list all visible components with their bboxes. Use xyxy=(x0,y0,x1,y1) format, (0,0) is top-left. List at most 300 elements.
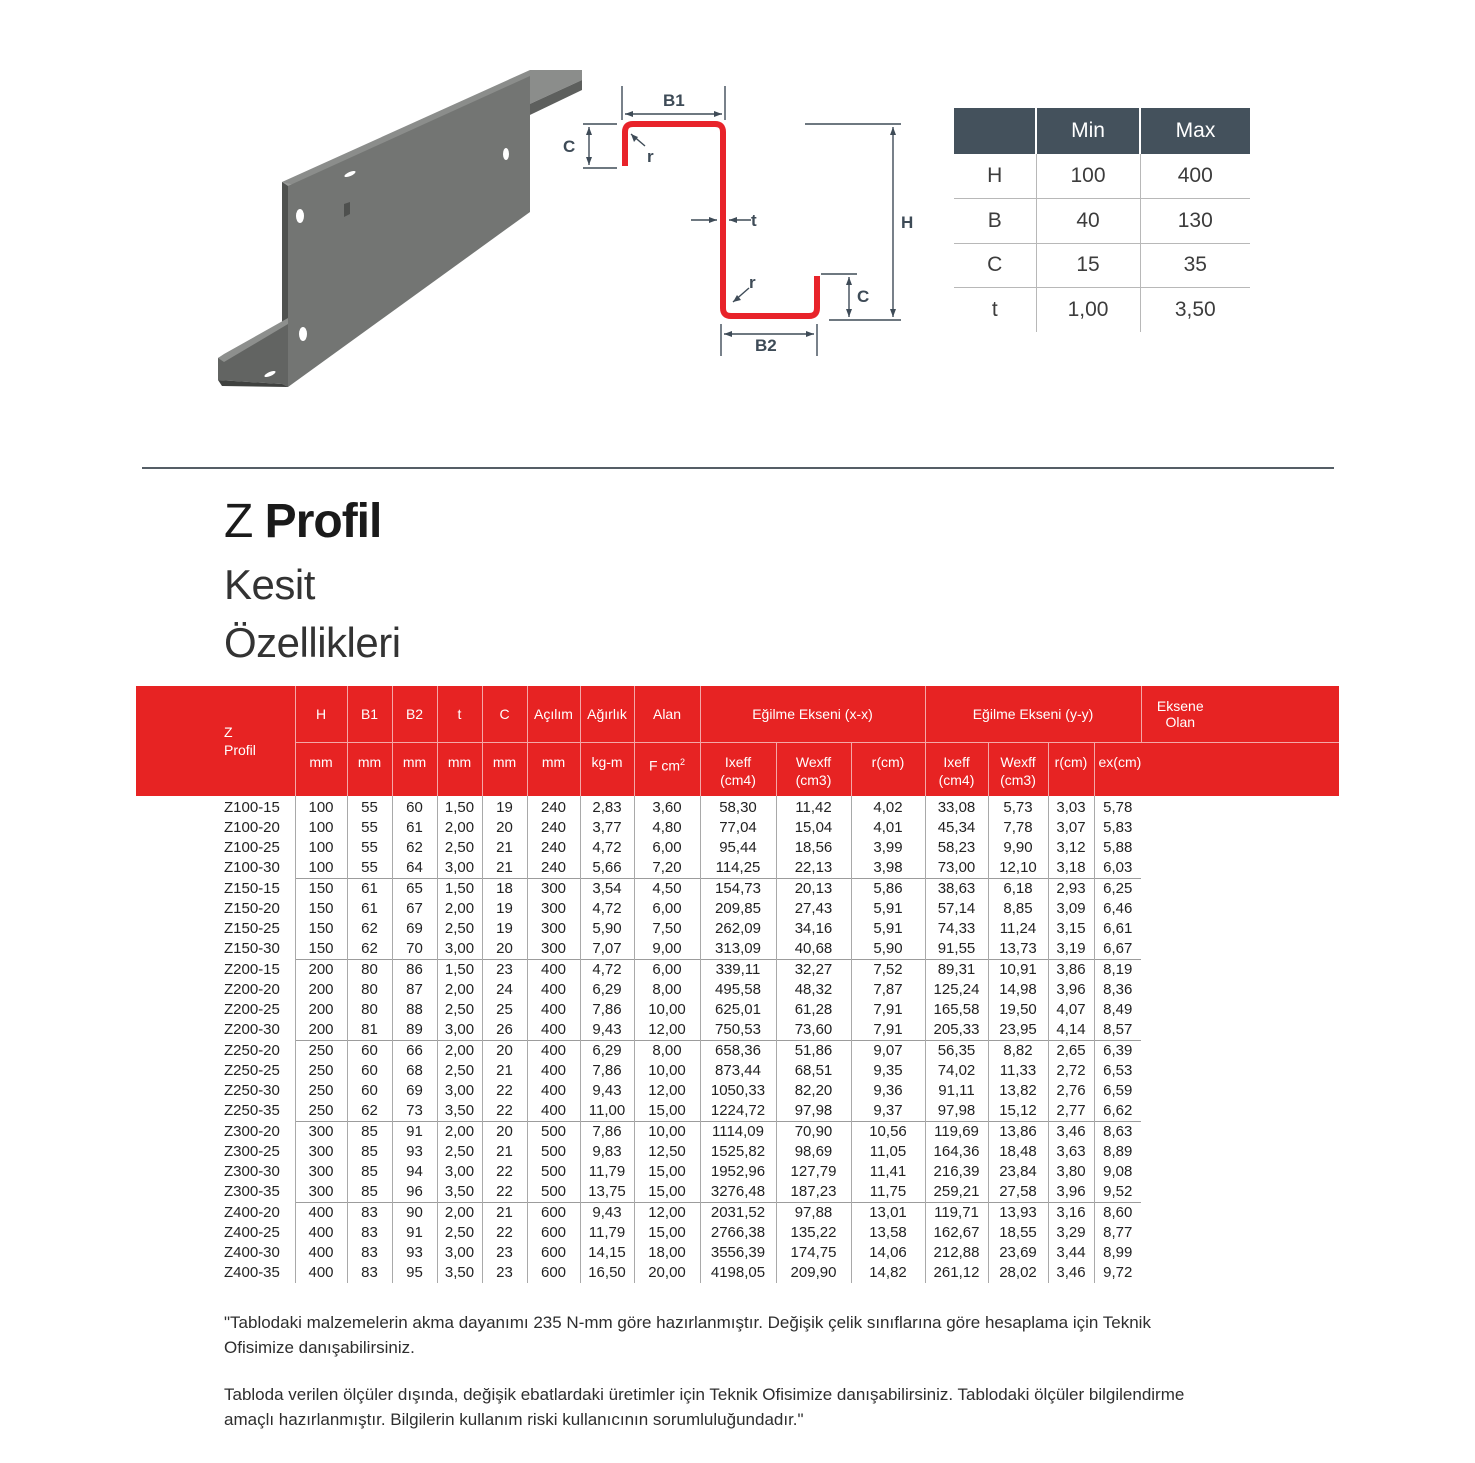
cell-alan: 4,80 xyxy=(634,818,700,838)
range-min: 100 xyxy=(1036,154,1140,199)
unit-r-x: r(cm) xyxy=(851,742,925,796)
cell-agirlik: 9,43 xyxy=(580,1081,634,1101)
cell-ixeff-x: 625,01 xyxy=(700,1000,776,1020)
cell-r-y: 3,44 xyxy=(1048,1243,1094,1263)
cell-padding xyxy=(1141,1182,1219,1203)
cell-c: 21 xyxy=(482,1142,527,1162)
cell-padding xyxy=(1219,960,1339,981)
cell-ex: 6,67 xyxy=(1094,939,1141,960)
table-row xyxy=(136,1162,1339,1182)
cell-ex: 6,39 xyxy=(1094,1041,1141,1062)
cell-c: 20 xyxy=(482,818,527,838)
cell-r-x: 11,05 xyxy=(851,1142,925,1162)
cell-padding xyxy=(1141,1122,1219,1143)
cell-profile: Z250-20 xyxy=(224,1041,280,1059)
cell-h: 300 xyxy=(295,1162,347,1182)
cell-b1: 80 xyxy=(347,980,392,1000)
cell-profile: Z200-15 xyxy=(224,960,280,978)
column-header-egilme-yy: Eğilme Ekseni (y-y) xyxy=(925,686,1141,742)
cell-ixeff-x: 658,36 xyxy=(700,1041,776,1062)
cell-c: 23 xyxy=(482,1263,527,1283)
cell-profile: Z100-25 xyxy=(224,839,280,856)
cell-wexff-y: 13,82 xyxy=(988,1081,1048,1101)
cell-ixeff-y: 119,69 xyxy=(925,1122,988,1143)
cell-c: 22 xyxy=(482,1101,527,1122)
cell-ex: 8,49 xyxy=(1094,1000,1141,1020)
cell-ixeff-y: 58,23 xyxy=(925,838,988,858)
cell-b2: 93 xyxy=(392,1243,437,1263)
cell-ex: 6,25 xyxy=(1094,879,1141,900)
unit-ixeff-x-line2: (cm4) xyxy=(720,771,756,788)
cell-ixeff-y: 74,33 xyxy=(925,919,988,939)
cell-ixeff-y: 73,00 xyxy=(925,858,988,879)
cell-wexff-y: 23,95 xyxy=(988,1020,1048,1041)
table-row xyxy=(136,960,1339,981)
cell-padding xyxy=(1141,1020,1219,1041)
cell-ixeff-x: 313,09 xyxy=(700,939,776,960)
cell-wexff-y: 15,12 xyxy=(988,1101,1048,1122)
range-min: 15 xyxy=(1036,243,1140,288)
dimension-label-r-bottom: r xyxy=(749,273,756,292)
cell-c: 21 xyxy=(482,1061,527,1081)
cell-b1: 55 xyxy=(347,796,392,818)
range-label: H xyxy=(987,164,1003,187)
unit-acilim: mm xyxy=(527,742,580,796)
cell-ixeff-y: 56,35 xyxy=(925,1041,988,1062)
cell-r-y: 3,63 xyxy=(1048,1142,1094,1162)
cell-c: 19 xyxy=(482,899,527,919)
cell-agirlik: 4,72 xyxy=(580,838,634,858)
cell-alan: 6,00 xyxy=(634,899,700,919)
cell-profile: Z150-25 xyxy=(224,920,280,937)
range-label: t xyxy=(954,288,1036,333)
cell-padding xyxy=(1219,838,1339,858)
cell-alan: 4,50 xyxy=(634,879,700,900)
table-row xyxy=(136,796,1339,818)
cell-h: 400 xyxy=(295,1243,347,1263)
cell-b2: 65 xyxy=(392,879,437,900)
cell-wexff-y: 13,93 xyxy=(988,1203,1048,1224)
cell-ixeff-x: 114,25 xyxy=(700,858,776,879)
cell-alan: 10,00 xyxy=(634,1122,700,1143)
cell-padding xyxy=(1219,879,1339,900)
column-header-c: C xyxy=(482,686,527,742)
cell-r-x: 13,58 xyxy=(851,1223,925,1243)
cell-r-y: 2,65 xyxy=(1048,1041,1094,1062)
cell-ex: 6,62 xyxy=(1094,1101,1141,1122)
cell-ixeff-x: 58,30 xyxy=(700,796,776,818)
cell-acilim: 600 xyxy=(527,1263,580,1283)
cell-b1: 83 xyxy=(347,1203,392,1224)
table-row xyxy=(136,818,1339,838)
cell-padding xyxy=(1219,1020,1339,1041)
column-header-acilim: Açılım xyxy=(527,686,580,742)
cell-wexff-x: 22,13 xyxy=(776,858,851,879)
table-row xyxy=(136,879,1339,900)
dimension-label-c-bottom: C xyxy=(857,287,870,306)
cell-padding xyxy=(1141,919,1219,939)
cell-r-y: 4,07 xyxy=(1048,1000,1094,1020)
cell-r-x: 10,56 xyxy=(851,1122,925,1143)
cell-padding xyxy=(1141,980,1219,1000)
column-header-t: t xyxy=(437,686,482,742)
cell-b2: 93 xyxy=(392,1142,437,1162)
cell-t: 2,00 xyxy=(437,1203,482,1224)
cell-acilim: 400 xyxy=(527,1081,580,1101)
column-header-alan: Alan xyxy=(634,686,700,742)
cell-h: 100 xyxy=(295,818,347,838)
note-disclaimer: Tabloda verilen ölçüler dışında, değişik ebatlardaki üretimler için Teknik Ofisimize danışabilirsiniz. Tablodaki ölçüler bilgilendirme amaçlı hazırlanmıştır. Bilgilerin kullanım riski kullanıcının sorumluluğundadır." xyxy=(224,1385,1185,1429)
cell-ex: 6,46 xyxy=(1094,899,1141,919)
cell-r-y: 3,46 xyxy=(1048,1122,1094,1143)
cell-alan: 6,00 xyxy=(634,960,700,981)
z-section-drawing xyxy=(545,80,940,365)
cell-c: 20 xyxy=(482,939,527,960)
cell-h: 400 xyxy=(295,1223,347,1243)
cell-c: 20 xyxy=(482,1122,527,1143)
cell-r-y: 3,12 xyxy=(1048,838,1094,858)
cell-padding xyxy=(1219,1122,1339,1143)
cell-profile: Z150-20 xyxy=(224,900,280,917)
title-bold: Profil xyxy=(264,495,382,548)
cell-h: 300 xyxy=(295,1122,347,1143)
subtitle-line-2: Özellikleri xyxy=(224,619,401,666)
cell-ex: 5,78 xyxy=(1094,796,1141,818)
cell-ixeff-y: 125,24 xyxy=(925,980,988,1000)
cell-acilim: 240 xyxy=(527,858,580,879)
cell-acilim: 300 xyxy=(527,919,580,939)
cell-h: 300 xyxy=(295,1142,347,1162)
cell-r-x: 5,86 xyxy=(851,879,925,900)
cell-wexff-x: 32,27 xyxy=(776,960,851,981)
cell-padding xyxy=(1219,939,1339,960)
cell-wexff-y: 27,58 xyxy=(988,1182,1048,1203)
cell-wexff-y: 18,55 xyxy=(988,1223,1048,1243)
subtitle-line-1: Kesit xyxy=(224,561,315,608)
table-row xyxy=(136,858,1339,879)
cell-ex: 9,72 xyxy=(1094,1263,1141,1283)
cell-acilim: 300 xyxy=(527,899,580,919)
cell-acilim: 240 xyxy=(527,838,580,858)
cell-agirlik: 7,86 xyxy=(580,1122,634,1143)
profile-header-line1: Z xyxy=(224,724,233,740)
table-row xyxy=(136,1223,1339,1243)
unit-r-y: r(cm) xyxy=(1048,742,1094,796)
cell-agirlik: 6,29 xyxy=(580,1041,634,1062)
cell-b1: 55 xyxy=(347,818,392,838)
range-header-min: Min xyxy=(1036,108,1140,154)
column-header-profile xyxy=(136,686,295,796)
cell-r-x: 14,82 xyxy=(851,1263,925,1283)
cell-b2: 69 xyxy=(392,919,437,939)
cell-agirlik: 13,75 xyxy=(580,1182,634,1203)
cell-wexff-y: 14,98 xyxy=(988,980,1048,1000)
unit-b1: mm xyxy=(347,742,392,796)
cell-padding xyxy=(1141,1203,1219,1224)
cell-r-y: 3,09 xyxy=(1048,899,1094,919)
cell-r-y: 3,29 xyxy=(1048,1223,1094,1243)
cell-alan: 12,00 xyxy=(634,1203,700,1224)
z-section-profile-line xyxy=(625,124,817,316)
cell-agirlik: 11,79 xyxy=(580,1162,634,1182)
cell-profile: Z250-30 xyxy=(224,1082,280,1099)
cell-wexff-y: 11,33 xyxy=(988,1061,1048,1081)
cell-c: 21 xyxy=(482,1203,527,1224)
table-row xyxy=(136,1061,1339,1081)
unit-wexff-y-line2: (cm3) xyxy=(1000,771,1036,788)
cell-h: 100 xyxy=(295,838,347,858)
cell-ex: 9,52 xyxy=(1094,1182,1141,1203)
profile-header-line2: Profil xyxy=(224,742,256,758)
range-label: C xyxy=(954,243,1036,288)
page-title xyxy=(224,494,381,550)
cell-ex: 5,83 xyxy=(1094,818,1141,838)
cell-acilim: 400 xyxy=(527,1020,580,1041)
table-row xyxy=(136,919,1339,939)
cell-padding xyxy=(1141,1081,1219,1101)
cell-padding xyxy=(1219,796,1339,818)
cell-wexff-x: 97,88 xyxy=(776,1203,851,1224)
cell-wexff-x: 27,43 xyxy=(776,899,851,919)
cell-ixeff-x: 873,44 xyxy=(700,1061,776,1081)
cell-h: 250 xyxy=(295,1061,347,1081)
cell-t: 2,00 xyxy=(437,1122,482,1143)
unit-ixeff-x xyxy=(700,742,776,796)
cell-padding xyxy=(1141,1061,1219,1081)
cell-wexff-x: 174,75 xyxy=(776,1243,851,1263)
cell-acilim: 400 xyxy=(527,1041,580,1062)
column-header-egilme-xx: Eğilme Ekseni (x-x) xyxy=(700,686,925,742)
cell-wexff-x: 18,56 xyxy=(776,838,851,858)
cell-alan: 7,50 xyxy=(634,919,700,939)
cell-padding xyxy=(1141,1142,1219,1162)
cell-ixeff-x: 4198,05 xyxy=(700,1263,776,1283)
cell-b1: 83 xyxy=(347,1223,392,1243)
cell-profile: Z100-30 xyxy=(224,859,280,877)
cell-b1: 85 xyxy=(347,1122,392,1143)
unit-wexff-y-line1: Wexff xyxy=(1000,753,1036,770)
cell-ixeff-y: 91,55 xyxy=(925,939,988,960)
cell-profile: Z150-15 xyxy=(224,879,280,897)
cell-r-x: 7,87 xyxy=(851,980,925,1000)
cell-h: 100 xyxy=(295,858,347,879)
cell-b1: 60 xyxy=(347,1081,392,1101)
cell-ex: 8,99 xyxy=(1094,1243,1141,1263)
cell-acilim: 500 xyxy=(527,1122,580,1143)
column-header-eksene-olan: Eksene Olan xyxy=(1141,686,1219,742)
cell-r-x: 11,41 xyxy=(851,1162,925,1182)
cell-r-x: 9,36 xyxy=(851,1081,925,1101)
cell-alan: 12,00 xyxy=(634,1020,700,1041)
cell-t: 3,00 xyxy=(437,858,482,879)
cell-agirlik: 4,72 xyxy=(580,899,634,919)
cell-alan: 9,00 xyxy=(634,939,700,960)
cell-ixeff-y: 165,58 xyxy=(925,1000,988,1020)
cell-b1: 61 xyxy=(347,899,392,919)
cell-alan: 10,00 xyxy=(634,1061,700,1081)
range-max: 35 xyxy=(1140,243,1250,288)
dimension-label-t: t xyxy=(751,211,757,230)
cell-b1: 83 xyxy=(347,1243,392,1263)
cell-r-x: 14,06 xyxy=(851,1243,925,1263)
table-body xyxy=(136,796,1339,1283)
cell-c: 25 xyxy=(482,1000,527,1020)
cell-r-y: 3,80 xyxy=(1048,1162,1094,1182)
cell-ixeff-x: 1114,09 xyxy=(700,1122,776,1143)
table-row xyxy=(136,838,1339,858)
cell-wexff-x: 61,28 xyxy=(776,1000,851,1020)
cell-r-x: 5,91 xyxy=(851,919,925,939)
column-header-b1: B1 xyxy=(347,686,392,742)
cell-padding xyxy=(1219,1101,1339,1122)
cell-acilim: 300 xyxy=(527,939,580,960)
cell-alan: 15,00 xyxy=(634,1101,700,1122)
cell-padding xyxy=(1141,1263,1219,1283)
cell-padding xyxy=(1141,858,1219,879)
cell-alan: 12,00 xyxy=(634,1081,700,1101)
cell-t: 2,50 xyxy=(437,1061,482,1081)
cell-b1: 62 xyxy=(347,1101,392,1122)
cell-wexff-y: 8,82 xyxy=(988,1041,1048,1062)
cell-b1: 80 xyxy=(347,960,392,981)
cell-wexff-x: 127,79 xyxy=(776,1162,851,1182)
cell-r-y: 2,93 xyxy=(1048,879,1094,900)
cell-wexff-x: 187,23 xyxy=(776,1182,851,1203)
cell-ixeff-y: 74,02 xyxy=(925,1061,988,1081)
cell-r-x: 5,91 xyxy=(851,899,925,919)
cell-profile: Z400-20 xyxy=(224,1203,280,1221)
cell-wexff-x: 48,32 xyxy=(776,980,851,1000)
dimension-label-r-top: r xyxy=(647,147,654,166)
cell-acilim: 400 xyxy=(527,1101,580,1122)
cell-agirlik: 7,07 xyxy=(580,939,634,960)
cell-agirlik: 2,83 xyxy=(580,796,634,818)
cell-ixeff-y: 45,34 xyxy=(925,818,988,838)
table-row xyxy=(136,1203,1339,1224)
cell-b2: 68 xyxy=(392,1061,437,1081)
cell-t: 2,00 xyxy=(437,818,482,838)
cell-acilim: 240 xyxy=(527,796,580,818)
range-max: 3,50 xyxy=(1140,288,1250,333)
cell-acilim: 400 xyxy=(527,1061,580,1081)
cell-b2: 73 xyxy=(392,1101,437,1122)
cell-padding xyxy=(1141,1243,1219,1263)
cell-b1: 62 xyxy=(347,939,392,960)
cell-t: 1,50 xyxy=(437,960,482,981)
cell-r-x: 7,91 xyxy=(851,1000,925,1020)
cell-ex: 8,77 xyxy=(1094,1223,1141,1243)
cell-padding xyxy=(1219,1182,1339,1203)
cell-profile: Z300-30 xyxy=(224,1163,280,1180)
cell-ixeff-x: 262,09 xyxy=(700,919,776,939)
cell-h: 150 xyxy=(295,939,347,960)
cell-ex: 6,03 xyxy=(1094,858,1141,879)
cell-c: 22 xyxy=(482,1223,527,1243)
cell-r-y: 3,03 xyxy=(1048,796,1094,818)
cell-r-x: 5,90 xyxy=(851,939,925,960)
range-max: 400 xyxy=(1140,154,1250,199)
cell-r-y: 3,86 xyxy=(1048,960,1094,981)
cell-wexff-y: 9,90 xyxy=(988,838,1048,858)
cell-c: 21 xyxy=(482,858,527,879)
cell-padding xyxy=(1141,838,1219,858)
cell-c: 24 xyxy=(482,980,527,1000)
table-row xyxy=(136,899,1339,919)
cell-ixeff-y: 33,08 xyxy=(925,796,988,818)
cell-alan: 12,50 xyxy=(634,1142,700,1162)
cell-padding xyxy=(1219,1142,1339,1162)
table-row xyxy=(136,1122,1339,1143)
cell-wexff-x: 82,20 xyxy=(776,1081,851,1101)
dimension-label-c-top: C xyxy=(563,137,576,156)
cell-b2: 91 xyxy=(392,1122,437,1143)
cell-alan: 8,00 xyxy=(634,980,700,1000)
cell-ex: 8,60 xyxy=(1094,1203,1141,1224)
cell-b2: 94 xyxy=(392,1162,437,1182)
cell-agirlik: 3,77 xyxy=(580,818,634,838)
cell-profile: Z250-35 xyxy=(224,1102,280,1120)
cell-ex: 8,89 xyxy=(1094,1142,1141,1162)
dimension-range-table xyxy=(954,108,1250,332)
cell-padding xyxy=(1219,1263,1339,1283)
cell-alan: 8,00 xyxy=(634,1041,700,1062)
cell-acilim: 400 xyxy=(527,980,580,1000)
cell-profile: Z200-25 xyxy=(224,1001,280,1018)
cell-profile: Z300-35 xyxy=(224,1183,280,1201)
cell-profile: Z150-30 xyxy=(224,940,280,958)
cell-b2: 62 xyxy=(392,838,437,858)
range-min: 1,00 xyxy=(1036,288,1140,333)
cell-ixeff-x: 1952,96 xyxy=(700,1162,776,1182)
cell-h: 250 xyxy=(295,1081,347,1101)
cell-wexff-y: 12,10 xyxy=(988,858,1048,879)
cell-alan: 18,00 xyxy=(634,1243,700,1263)
cell-r-y: 2,72 xyxy=(1048,1061,1094,1081)
cell-h: 200 xyxy=(295,1020,347,1041)
cell-r-x: 7,91 xyxy=(851,1020,925,1041)
column-header-b2: B2 xyxy=(392,686,437,742)
cell-padding xyxy=(1219,1061,1339,1081)
cell-b1: 62 xyxy=(347,919,392,939)
cell-r-x: 9,07 xyxy=(851,1041,925,1062)
cell-wexff-x: 135,22 xyxy=(776,1223,851,1243)
cell-agirlik: 9,43 xyxy=(580,1203,634,1224)
cell-c: 22 xyxy=(482,1081,527,1101)
cell-ixeff-y: 57,14 xyxy=(925,899,988,919)
cell-t: 2,50 xyxy=(437,919,482,939)
cell-padding xyxy=(1141,939,1219,960)
cell-h: 250 xyxy=(295,1041,347,1062)
cell-acilim: 500 xyxy=(527,1182,580,1203)
cell-agirlik: 11,79 xyxy=(580,1223,634,1243)
cell-profile: Z400-30 xyxy=(224,1244,280,1261)
cell-profile: Z100-15 xyxy=(224,799,280,816)
cell-padding xyxy=(1141,1041,1219,1062)
cell-r-y: 2,76 xyxy=(1048,1081,1094,1101)
table-row xyxy=(136,980,1339,1000)
cell-t: 3,00 xyxy=(437,1162,482,1182)
unit-ixeff-y xyxy=(925,742,988,796)
cell-wexff-x: 11,42 xyxy=(776,796,851,818)
cell-wexff-y: 11,24 xyxy=(988,919,1048,939)
cell-padding xyxy=(1219,899,1339,919)
cell-wexff-x: 73,60 xyxy=(776,1020,851,1041)
cell-h: 200 xyxy=(295,980,347,1000)
cell-wexff-y: 10,91 xyxy=(988,960,1048,981)
cell-padding xyxy=(1219,1162,1339,1182)
cell-b2: 88 xyxy=(392,1000,437,1020)
unit-t: mm xyxy=(437,742,482,796)
